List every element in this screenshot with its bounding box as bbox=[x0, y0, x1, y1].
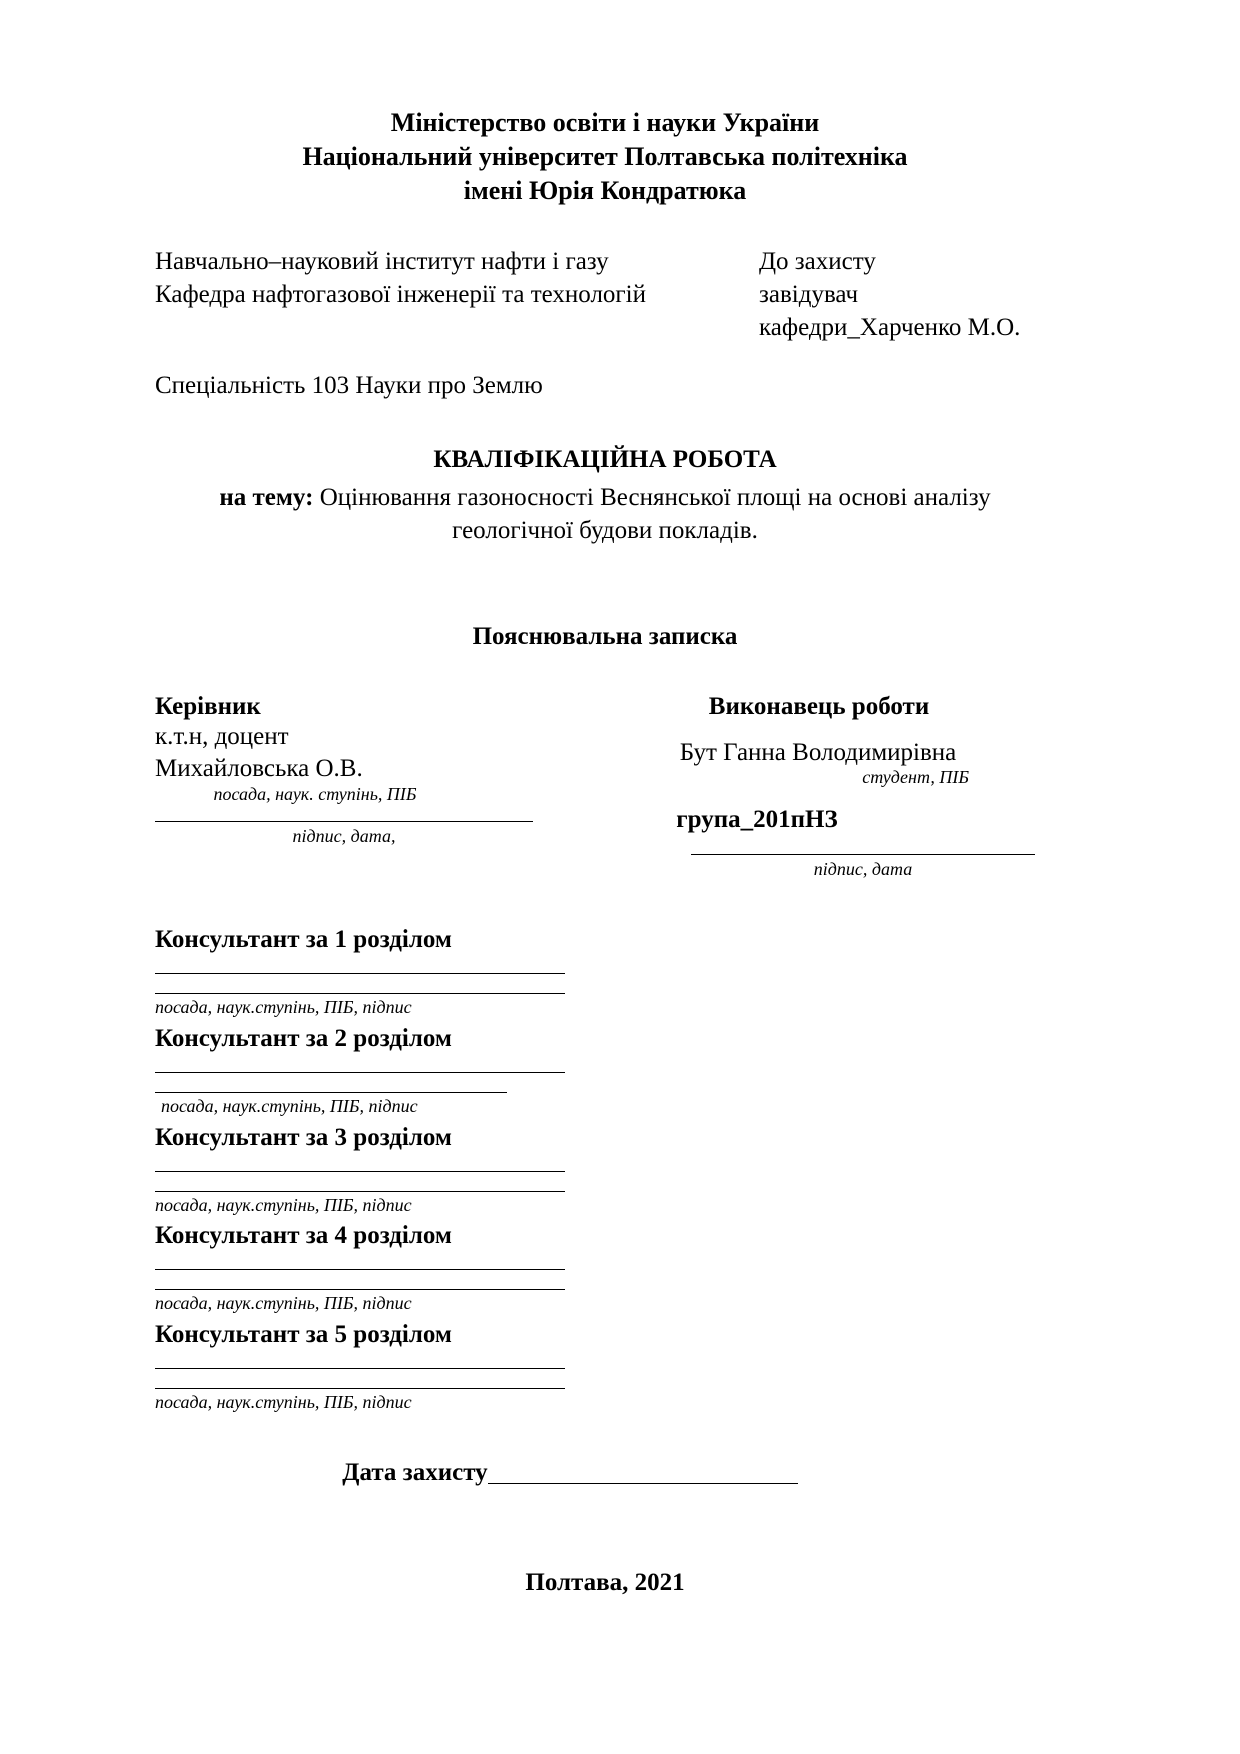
consultant-4 bbox=[155, 1220, 1055, 1315]
supervisor-block bbox=[155, 693, 605, 880]
consultant-2-title: Консультант за 2 розділом bbox=[155, 1024, 452, 1052]
consultant-5 bbox=[155, 1319, 1055, 1414]
approval-line-2: завідувач bbox=[759, 281, 859, 309]
consultant-1-caption: посада, наук.ступінь, ПІБ, підпис bbox=[155, 997, 412, 1018]
consultant-5-caption: посада, наук.ступінь, ПІБ, підпис bbox=[155, 1391, 412, 1412]
consultant-4-line-b[interactable] bbox=[155, 1289, 565, 1290]
supervisor-degree: к.т.н, доцент bbox=[155, 723, 289, 751]
consultant-3-line-b[interactable] bbox=[155, 1191, 565, 1192]
ministry-line: Міністерство освіти і науки України bbox=[390, 108, 820, 137]
supervisor-name: Михайловська О.В. bbox=[155, 754, 363, 782]
author-block bbox=[605, 693, 1055, 880]
consultant-3-caption: посада, наук.ступінь, ПІБ, підпис bbox=[155, 1194, 412, 1215]
supervisor-signature-line[interactable] bbox=[155, 821, 533, 822]
consultant-1-line-b[interactable] bbox=[155, 993, 565, 994]
consultant-1-title: Консультант за 1 розділом bbox=[155, 926, 452, 954]
approval-line-3: кафедри_Харченко М.О. bbox=[759, 314, 1021, 342]
author-group: група_201пНЗ bbox=[676, 806, 838, 834]
work-topic bbox=[155, 482, 1055, 547]
university-name-line-2: імені Юрія Кондратюка bbox=[463, 175, 747, 205]
defence-date-label: Дата захисту bbox=[342, 1459, 488, 1487]
topic-label: на тему: bbox=[219, 484, 314, 512]
supervisor-caption: посада, наук. ступінь, ПІБ bbox=[213, 784, 417, 805]
consultant-1-line-a[interactable] bbox=[155, 973, 565, 974]
department-line: Кафедра нафтогазової інженерії та технологій bbox=[155, 281, 647, 309]
consultant-3 bbox=[155, 1122, 1055, 1217]
consultant-4-title: Консультант за 4 розділом bbox=[155, 1222, 452, 1250]
consultant-2-line-b[interactable] bbox=[155, 1092, 507, 1093]
city-year-footer: Полтава, 2021 bbox=[525, 1569, 685, 1597]
author-signature-line[interactable] bbox=[691, 854, 1035, 855]
supervisor-role-label: Керівник bbox=[155, 693, 261, 721]
author-caption: студент, ПІБ bbox=[862, 767, 969, 788]
author-role-label: Виконавець роботи bbox=[708, 693, 930, 721]
consultant-4-line-a[interactable] bbox=[155, 1269, 565, 1270]
page-content bbox=[155, 0, 1055, 1597]
author-signature-caption: підпис, дата bbox=[813, 859, 913, 880]
signatories-block bbox=[155, 693, 1055, 880]
consultant-3-line-a[interactable] bbox=[155, 1171, 565, 1172]
approval-info bbox=[755, 245, 1055, 344]
topic-line-2: геологічної будови покладів. bbox=[452, 516, 758, 544]
faculty-info bbox=[155, 245, 755, 344]
consultant-3-title: Консультант за 3 розділом bbox=[155, 1123, 452, 1151]
consultants-section bbox=[155, 924, 1055, 1413]
defence-date-row bbox=[155, 1459, 1055, 1487]
consultant-2-line-a[interactable] bbox=[155, 1072, 565, 1073]
consultant-2-caption: посада, наук.ступінь, ПІБ, підпис bbox=[161, 1095, 418, 1116]
consultant-4-caption: посада, наук.ступінь, ПІБ, підпис bbox=[155, 1293, 412, 1314]
approval-line-1: До захисту bbox=[759, 248, 876, 276]
document-kind-heading: Пояснювальна записка bbox=[472, 623, 738, 651]
faculty-approval-block bbox=[155, 245, 1055, 344]
consultant-5-line-b[interactable] bbox=[155, 1388, 565, 1389]
specialty-line: Спеціальність 103 Науки про Землю bbox=[155, 372, 543, 400]
consultant-5-title: Консультант за 5 розділом bbox=[155, 1320, 452, 1348]
author-name: Бут Ганна Володимирівна bbox=[679, 739, 957, 767]
defence-date-field[interactable] bbox=[488, 1483, 798, 1484]
institute-line: Навчально–науковий інститут нафти і газу bbox=[155, 248, 609, 276]
university-header bbox=[155, 0, 1055, 207]
consultant-1 bbox=[155, 924, 1055, 1019]
supervisor-signature-caption: підпис, дата, bbox=[292, 826, 396, 847]
university-name-line-1: Національний університет Полтавська політехніка bbox=[302, 141, 908, 171]
consultant-5-line-a[interactable] bbox=[155, 1368, 565, 1369]
work-type-heading: КВАЛІФІКАЦІЙНА РОБОТА bbox=[433, 446, 777, 474]
consultant-2 bbox=[155, 1023, 1055, 1118]
topic-line-1: Оцінювання газоносності Веснянської площі на основі аналізу bbox=[313, 484, 991, 512]
